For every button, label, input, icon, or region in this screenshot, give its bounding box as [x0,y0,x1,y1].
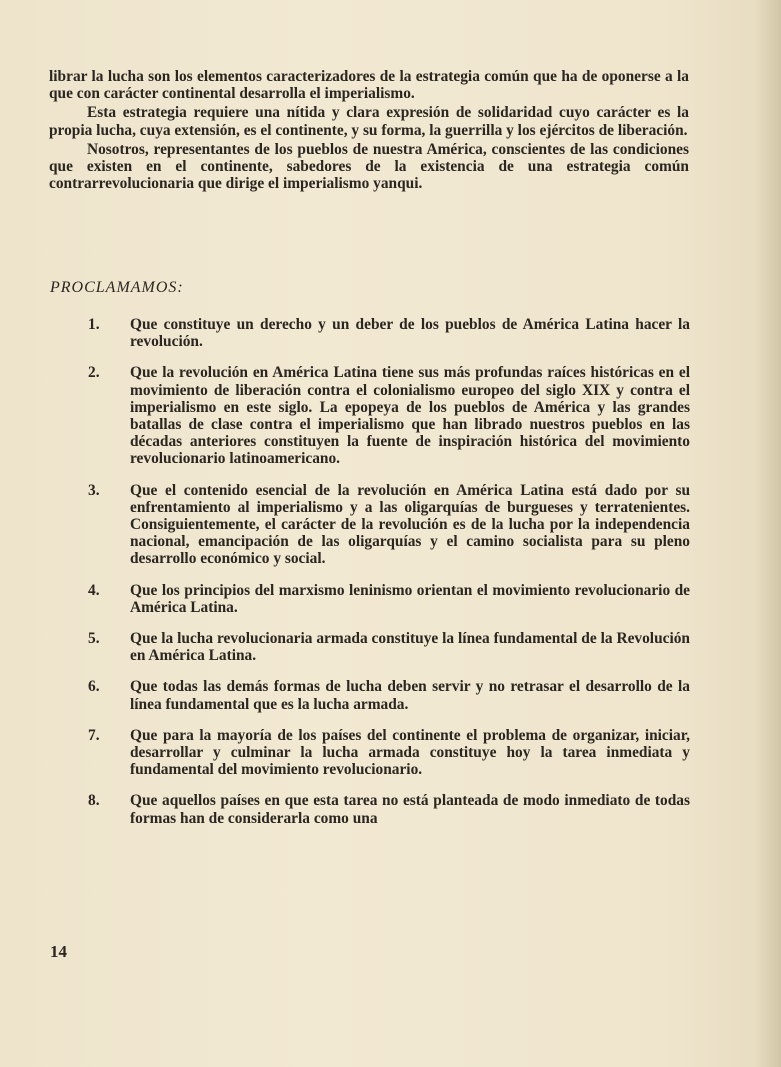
item-number: 8. [88,792,100,810]
list-item [88,792,690,826]
item-text: Que para la mayoría de los países del continente el problema de organizar, iniciar, desarrollar y culminar la lucha armada constituye hoy la tarea inmediata y fundamental del movimiento revolucionario. [130,726,690,779]
list-item [88,316,690,350]
item-text: Que la lucha revolucionaria armada constituye la línea fundamental de la Revolución en América Latina. [130,630,690,665]
item-text: Que la revolución en América Latina tiene sus más profundas raíces históricas en el movimiento de liberación contra el colonialismo europeo del siglo XIX y contra el imperialismo en este siglo. La epopeya de los pueblos de América y las grandes batallas de clase contra el imperialismo que han librado nuestros pueblos en las décadas anteriores constituyen la fuente de inspiración histórica del movimiento revolucionario latinoamericano. [130,364,690,468]
item-number: 4. [88,581,100,599]
item-text: Que los principios del marxismo leninismo orientan el movimiento revolucionario de América Latina. [130,581,690,616]
item-number: 1. [88,316,100,333]
intro-paragraph-1: librar la lucha son los elementos caracterizadores de la estrategia común que ha de oponerse a la que con carácter continental desarrolla el imperialismo. [49,68,689,103]
item-text: Que el contenido esencial de la revolución en América Latina está dado por su enfrentamiento al imperialismo y a las oligarquías de burgueses y terratenientes. Consiguientemente, el carácter de la revolución es de la lucha por la independencia nacional, emancipación de las oligarquías y el camino socialista para su pleno desarrollo económico y social. [130,481,690,568]
intro-text [49,68,689,194]
item-number: 5. [88,630,100,648]
item-number: 2. [88,364,100,382]
section-heading: PROCLAMAMOS: [50,279,184,296]
intro-paragraph-2: Esta estrategia requiere una nítida y clara expresión de solidaridad cuyo carácter es la propia lucha, cuya extensión, es el continente, y su forma, la guerrilla y los ejércitos de liberación. [49,104,689,139]
list-item [88,727,690,779]
item-text: Que constituye un derecho y un deber de los pueblos de América Latina hacer la revolución. [130,316,690,351]
item-number: 7. [88,726,100,744]
list-item [88,582,690,616]
proclamation-list [88,316,690,841]
list-item [88,630,690,664]
list-item [88,364,690,467]
item-text: Que todas las demás formas de lucha deben servir y no retrasar el desarrollo de la línea fundamental que es la lucha armada. [130,678,690,713]
intro-paragraph-3: Nosotros, representantes de los pueblos de nuestra América, conscientes de las condiciones que existen en el continente, sabedores de la existencia de una estrategia común contrarrevolucionaria que dirige el imperialismo yanqui. [49,140,689,193]
list-item [88,678,690,712]
item-number: 3. [88,481,100,499]
list-item [88,482,690,568]
item-text: Que aquellos países en que esta tarea no está planteada de modo inmediato de todas formas han de considerarla como una [130,792,690,827]
item-number: 6. [88,678,100,696]
page-number: 14 [50,942,67,961]
